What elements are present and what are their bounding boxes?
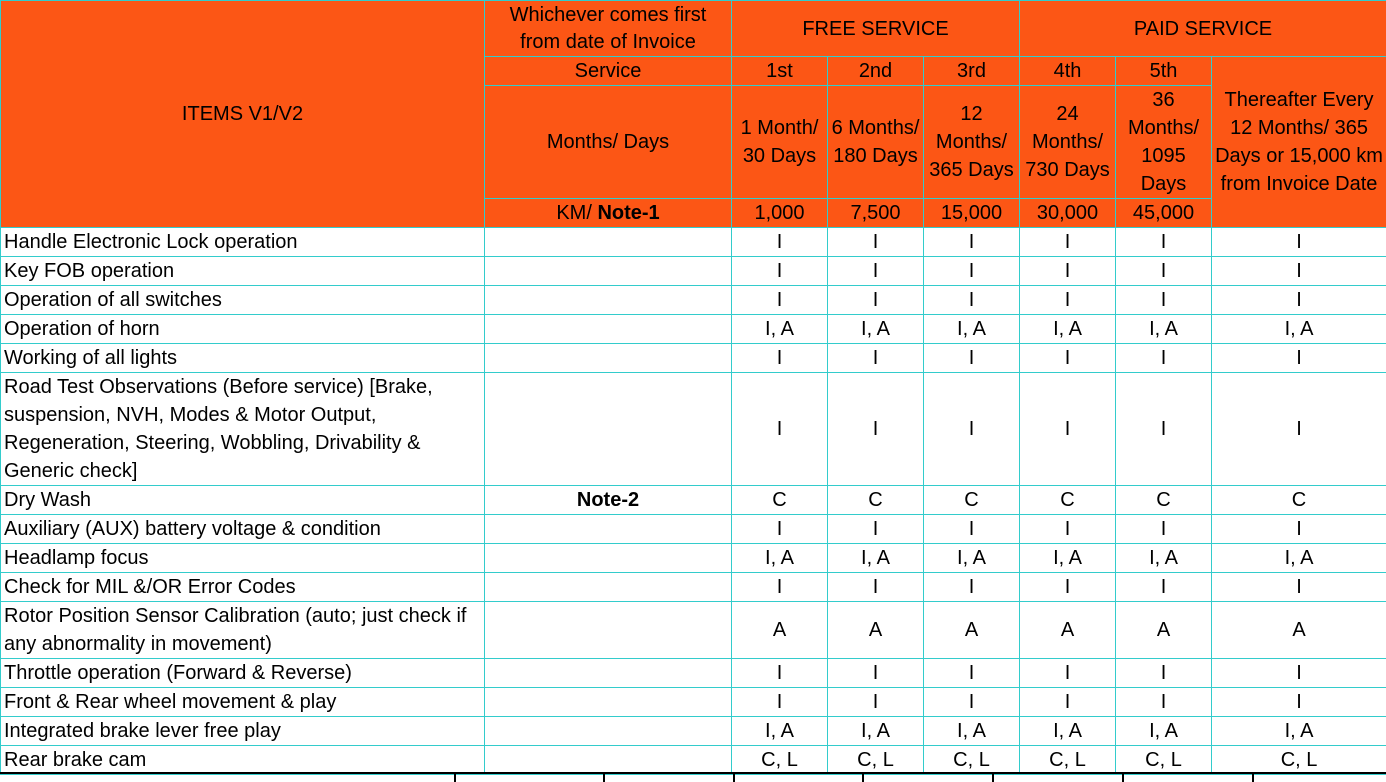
service-action-cell: I, A	[924, 717, 1020, 746]
item-note	[485, 228, 732, 257]
service-label: Service	[485, 57, 732, 86]
column-tick	[733, 772, 735, 782]
service-action-cell: C	[924, 486, 1020, 515]
bottom-border	[0, 768, 1386, 782]
service-action-cell: I, A	[1116, 315, 1212, 344]
item-name: Operation of all switches	[1, 286, 485, 315]
service-action-cell: C	[1116, 486, 1212, 515]
service-action-cell: I, A	[1212, 315, 1386, 344]
item-name: Operation of horn	[1, 315, 485, 344]
service-interval: 36 Months/ 1095 Days	[1116, 86, 1212, 199]
column-tick	[603, 772, 605, 782]
service-action-cell: I	[1116, 573, 1212, 602]
column-tick	[454, 772, 456, 782]
service-action-cell: I	[828, 515, 924, 544]
service-action-cell: I	[1020, 257, 1116, 286]
item-note	[485, 602, 732, 659]
service-action-cell: I, A	[732, 544, 828, 573]
service-action-cell: I	[732, 257, 828, 286]
service-action-cell: I	[1116, 286, 1212, 315]
service-number: 3rd	[924, 57, 1020, 86]
service-action-cell: I	[1212, 688, 1386, 717]
thereafter-header: Thereafter Every 12 Months/ 365 Days or 15,000 km from Invoice Date	[1212, 57, 1386, 228]
service-number: 5th	[1116, 57, 1212, 86]
table-row	[1, 659, 1386, 688]
service-number: 2nd	[828, 57, 924, 86]
service-action-cell: I	[828, 344, 924, 373]
service-action-cell: C, L	[1212, 746, 1386, 775]
item-name: Handle Electronic Lock operation	[1, 228, 485, 257]
table-row	[1, 688, 1386, 717]
service-action-cell: I	[1020, 344, 1116, 373]
service-action-cell: I	[1020, 688, 1116, 717]
service-action-cell: I	[828, 257, 924, 286]
service-action-cell: I	[1116, 659, 1212, 688]
service-action-cell: I	[1020, 286, 1116, 315]
service-action-cell: I, A	[1020, 544, 1116, 573]
paid-service-header: PAID SERVICE	[1020, 1, 1386, 57]
service-action-cell: I	[828, 286, 924, 315]
service-action-cell: C, L	[732, 746, 828, 775]
table-row	[1, 486, 1386, 515]
item-name: Check for MIL &/OR Error Codes	[1, 573, 485, 602]
free-service-header: FREE SERVICE	[732, 1, 1020, 57]
item-note	[485, 717, 732, 746]
item-note	[485, 373, 732, 486]
service-action-cell: I	[1020, 573, 1116, 602]
service-action-cell: C	[1020, 486, 1116, 515]
service-action-cell: I	[732, 573, 828, 602]
service-action-cell: C	[828, 486, 924, 515]
service-action-cell: I	[828, 373, 924, 486]
table-row	[1, 373, 1386, 486]
service-action-cell: I, A	[828, 717, 924, 746]
service-action-cell: I	[924, 257, 1020, 286]
item-name: Rotor Position Sensor Calibration (auto; just check if any abnormality in movement)	[1, 602, 485, 659]
item-note	[485, 344, 732, 373]
service-interval: 1 Month/ 30 Days	[732, 86, 828, 199]
service-action-cell: I	[924, 573, 1020, 602]
item-name: Throttle operation (Forward & Reverse)	[1, 659, 485, 688]
table-row	[1, 315, 1386, 344]
service-action-cell: I	[1212, 373, 1386, 486]
item-note	[485, 315, 732, 344]
header-row-1	[1, 1, 1386, 57]
item-note	[485, 544, 732, 573]
service-action-cell: I	[924, 688, 1020, 717]
service-action-cell: C	[1212, 486, 1386, 515]
service-action-cell: I	[1020, 373, 1116, 486]
item-name: Dry Wash	[1, 486, 485, 515]
service-action-cell: I	[1212, 228, 1386, 257]
service-action-cell: I	[732, 228, 828, 257]
item-note	[485, 659, 732, 688]
service-action-cell: I	[732, 688, 828, 717]
item-name: Auxiliary (AUX) battery voltage & condition	[1, 515, 485, 544]
service-number: 1st	[732, 57, 828, 86]
item-name: Key FOB operation	[1, 257, 485, 286]
service-action-cell: I	[732, 515, 828, 544]
service-action-cell: I	[1212, 515, 1386, 544]
table-body	[1, 1, 1386, 775]
service-action-cell: I	[828, 573, 924, 602]
item-note	[485, 257, 732, 286]
service-action-cell: A	[732, 602, 828, 659]
service-action-cell: I	[1116, 344, 1212, 373]
service-action-cell: I, A	[732, 717, 828, 746]
service-interval: 24 Months/ 730 Days	[1020, 86, 1116, 199]
service-action-cell: A	[828, 602, 924, 659]
service-action-cell: I	[828, 688, 924, 717]
service-km: 45,000	[1116, 199, 1212, 228]
bottom-rule-line	[0, 772, 1386, 774]
item-name: Front & Rear wheel movement & play	[1, 688, 485, 717]
service-action-cell: I	[1020, 515, 1116, 544]
service-action-cell: I	[732, 373, 828, 486]
whichever-first-header: Whichever comes first from date of Invoice	[485, 1, 732, 57]
service-action-cell: I, A	[924, 544, 1020, 573]
service-action-cell: I	[924, 228, 1020, 257]
service-action-cell: A	[1212, 602, 1386, 659]
service-km: 15,000	[924, 199, 1020, 228]
service-action-cell: I	[924, 373, 1020, 486]
table-row	[1, 344, 1386, 373]
service-interval: 6 Months/ 180 Days	[828, 86, 924, 199]
service-action-cell: I	[1020, 228, 1116, 257]
service-action-cell: A	[1116, 602, 1212, 659]
service-km: 30,000	[1020, 199, 1116, 228]
service-action-cell: I, A	[828, 544, 924, 573]
service-action-cell: I	[1116, 373, 1212, 486]
service-action-cell: C, L	[1020, 746, 1116, 775]
service-number: 4th	[1020, 57, 1116, 86]
service-action-cell: I	[828, 659, 924, 688]
table-row	[1, 228, 1386, 257]
column-tick	[1122, 772, 1124, 782]
service-action-cell: I	[1116, 228, 1212, 257]
item-note	[485, 286, 732, 315]
items-header: ITEMS V1/V2	[1, 1, 485, 228]
item-name: Integrated brake lever free play	[1, 717, 485, 746]
item-note: Note-2	[485, 486, 732, 515]
service-action-cell: I	[924, 515, 1020, 544]
table-row	[1, 286, 1386, 315]
service-action-cell: I, A	[1212, 544, 1386, 573]
service-action-cell: I, A	[1020, 717, 1116, 746]
service-action-cell: I	[924, 344, 1020, 373]
column-tick	[862, 772, 864, 782]
service-action-cell: I	[1212, 344, 1386, 373]
service-action-cell: A	[1020, 602, 1116, 659]
item-name: Road Test Observations (Before service) [Brake, suspension, NVH, Modes & Motor Output, Regeneration, Steering, Wobbling, Drivability & Generic check]	[1, 373, 485, 486]
table-row	[1, 515, 1386, 544]
column-tick	[992, 772, 994, 782]
km-label	[485, 199, 732, 228]
service-action-cell: I	[1212, 286, 1386, 315]
service-action-cell: I, A	[1212, 717, 1386, 746]
service-action-cell: I	[1116, 688, 1212, 717]
months-days-label: Months/ Days	[485, 86, 732, 199]
item-note	[485, 688, 732, 717]
service-action-cell: I	[732, 286, 828, 315]
service-action-cell: I	[924, 659, 1020, 688]
service-action-cell: C	[732, 486, 828, 515]
table-row	[1, 257, 1386, 286]
item-name: Rear brake cam	[1, 746, 485, 775]
service-action-cell: I, A	[732, 315, 828, 344]
item-note	[485, 573, 732, 602]
service-action-cell: C, L	[828, 746, 924, 775]
note-1-label: Note-1	[597, 202, 660, 224]
column-tick	[1252, 772, 1254, 782]
item-note	[485, 515, 732, 544]
service-action-cell: I	[1116, 515, 1212, 544]
table-row	[1, 544, 1386, 573]
service-action-cell: I	[924, 286, 1020, 315]
service-action-cell: I	[828, 228, 924, 257]
service-action-cell: A	[924, 602, 1020, 659]
service-km: 7,500	[828, 199, 924, 228]
service-action-cell: I	[732, 659, 828, 688]
item-name: Headlamp focus	[1, 544, 485, 573]
item-name: Working of all lights	[1, 344, 485, 373]
service-action-cell: I, A	[828, 315, 924, 344]
service-action-cell: I	[1212, 573, 1386, 602]
service-action-cell: I, A	[1116, 544, 1212, 573]
service-action-cell: I	[1020, 659, 1116, 688]
service-action-cell: I	[732, 344, 828, 373]
service-action-cell: C, L	[924, 746, 1020, 775]
service-action-cell: I	[1212, 257, 1386, 286]
service-action-cell: I	[1116, 257, 1212, 286]
table-row	[1, 717, 1386, 746]
service-action-cell: I, A	[1116, 717, 1212, 746]
table-row	[1, 602, 1386, 659]
table-row	[1, 573, 1386, 602]
service-km: 1,000	[732, 199, 828, 228]
service-interval: 12 Months/ 365 Days	[924, 86, 1020, 199]
service-action-cell: C, L	[1116, 746, 1212, 775]
km-label-text: KM/	[556, 202, 592, 224]
service-action-cell: I, A	[1020, 315, 1116, 344]
service-action-cell: I, A	[924, 315, 1020, 344]
service-action-cell: I	[1212, 659, 1386, 688]
